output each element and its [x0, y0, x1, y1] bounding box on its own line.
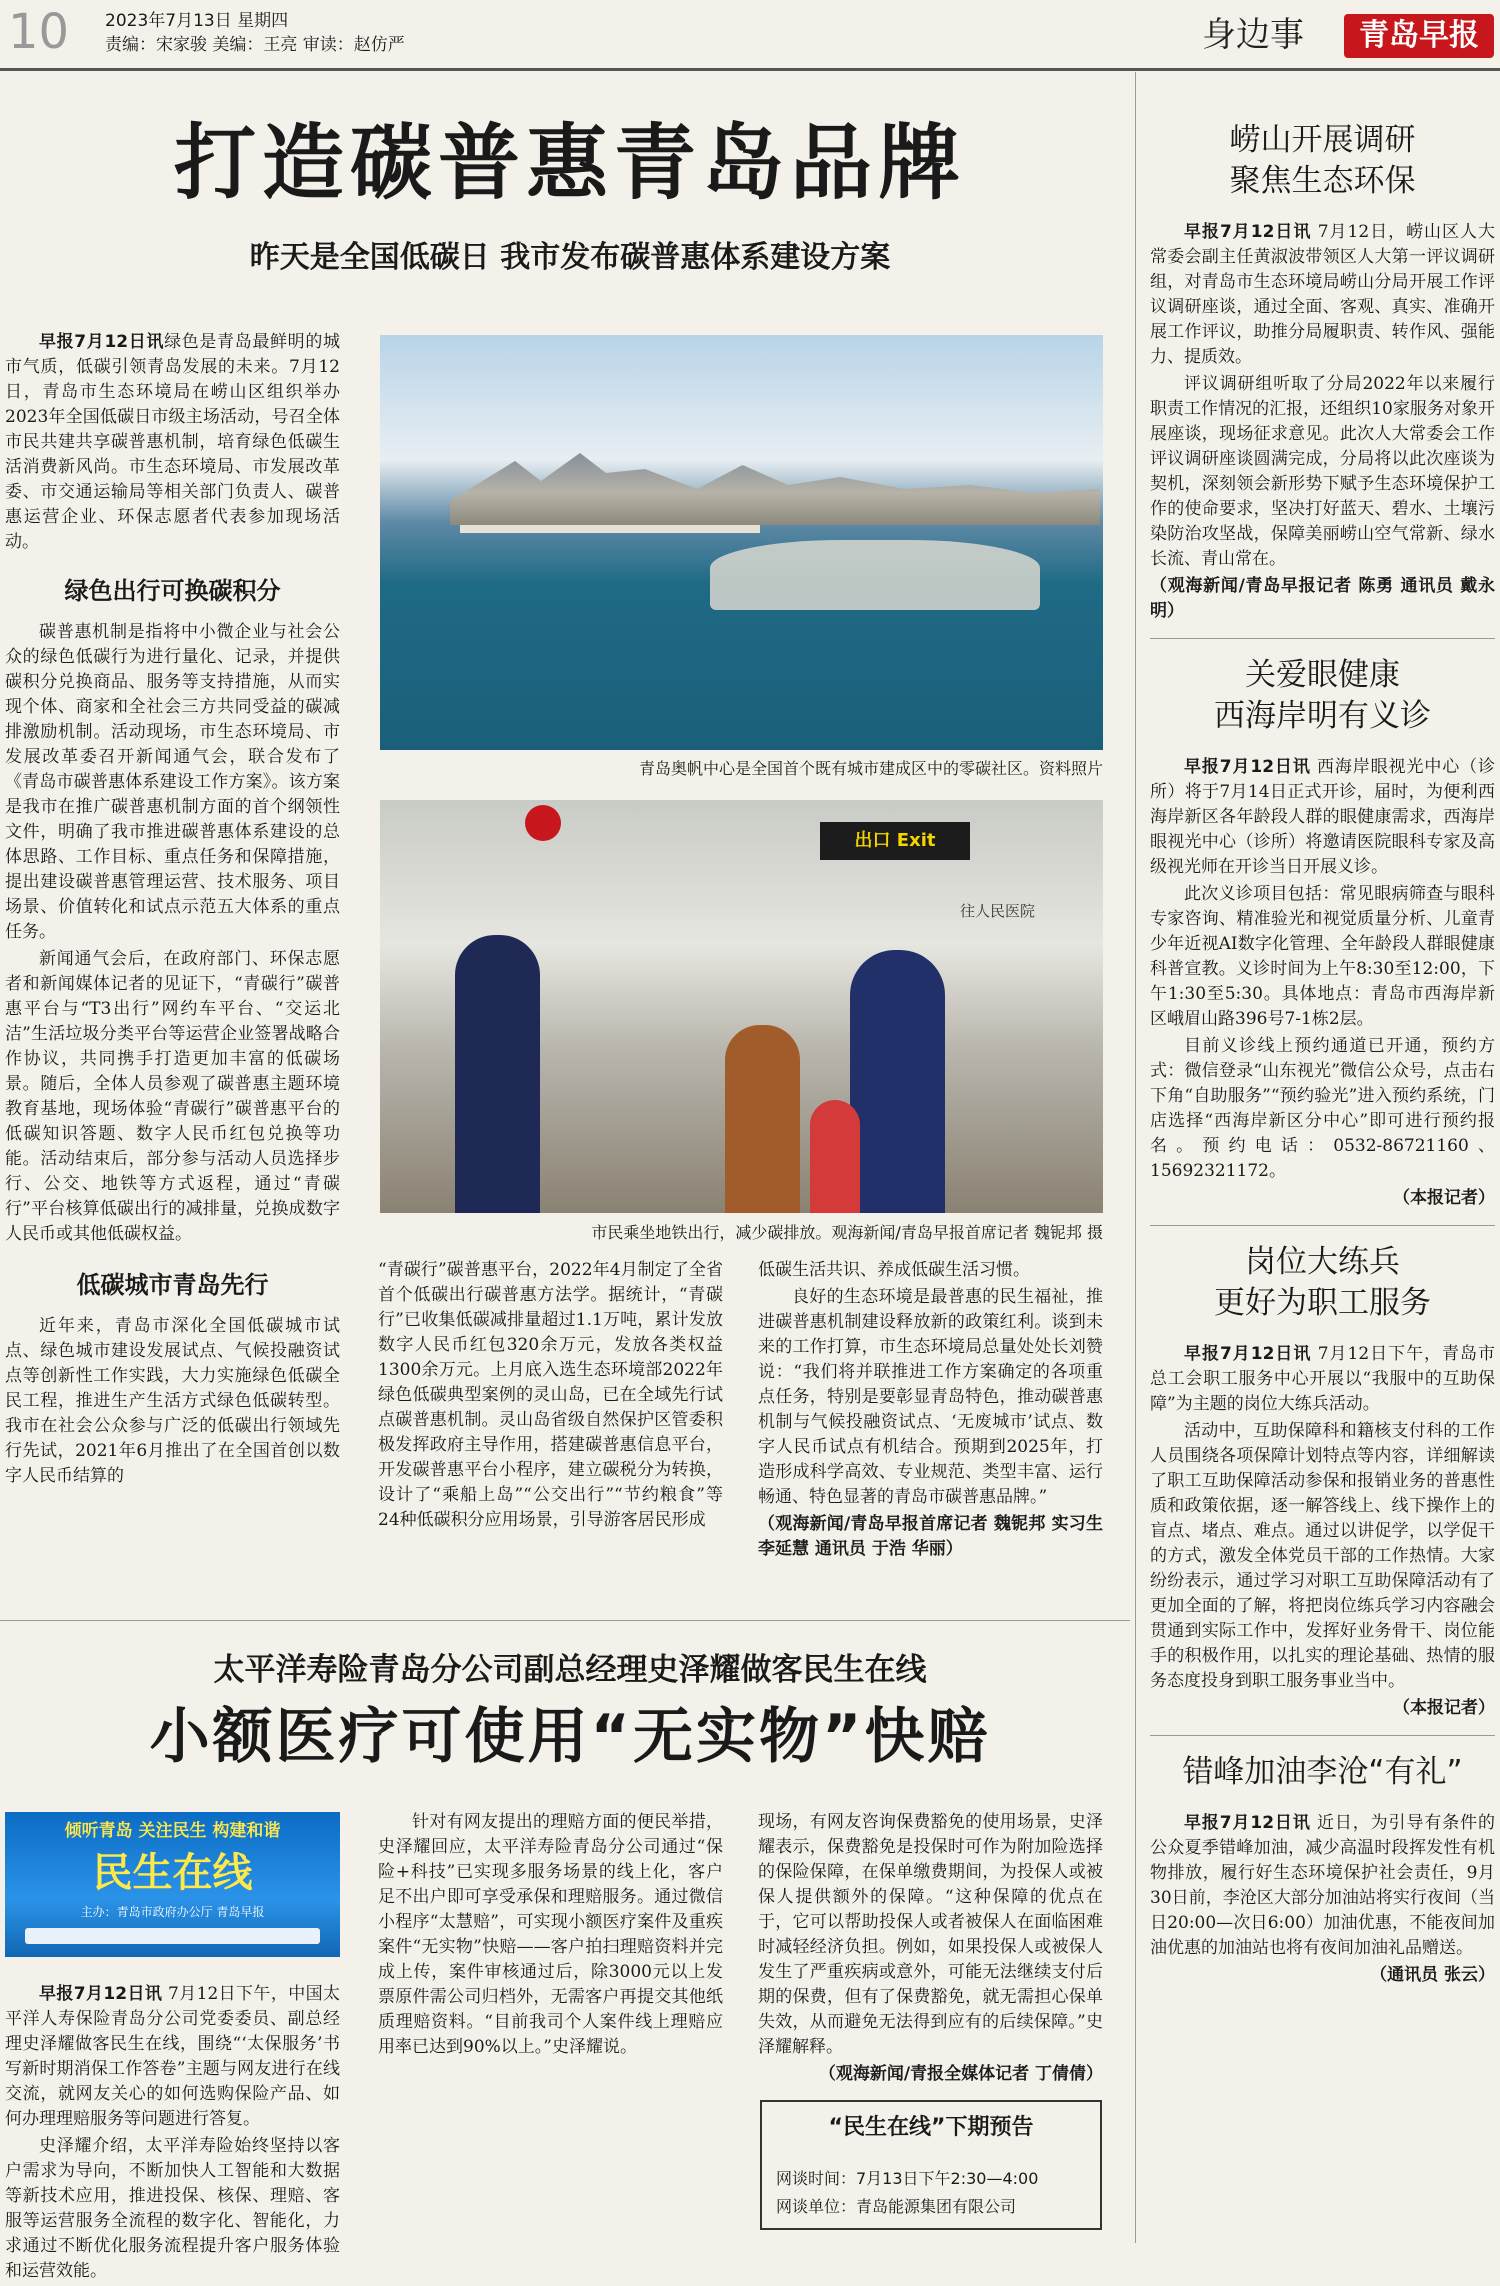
page-header [0, 0, 1500, 70]
bottom-article-col1 [5, 1982, 340, 2286]
main-headline: 打造碳普惠青岛品牌 [173, 116, 966, 211]
paragraph: “青碳行”碳普惠平台，2022年4月制定了全省首个低碳出行碳普惠方法学。据统计，“青碳行”已收集低碳减排量超过1.1万吨，累计发放数字人民币红包320余万元，发放各类权益1300余万元。上月底入选生态环境部2022年绿色低碳典型案例的灵山岛，已在全域先行试点碳普惠机制。灵山岛省级自然保护区管委积极发挥政府主导作用，搭建碳普惠信息平台，开发碳普惠平台小程序，建立碳税分为转换，设计了“乘船上岛”“公交出行”“节约粮食”等24种低碳积分应用场景，引导游客居民形成 [378, 1260, 723, 1530]
sidebar-divider-h [1150, 1735, 1495, 1736]
banner-slogan: 倾听青岛 关注民生 构建和谐 [64, 1821, 281, 1841]
paragraph: 良好的生态环境是最普惠的民生福祉，推进碳普惠机制建设释放新的政策红利。谈到未来的工作打算，市生态环境局总量处处长刘赞说：“我们将并联推进工作方案确定的各项重点任务，特别是要彰显青岛特色，推动碳普惠机制与气候投融资试点、‘无废城市’试点、数字人民币试点有机结合。预期到2025年，打造形成科学高效、专业规范、类型丰富、运行畅通、特色显著的青岛市碳普惠品牌。” [758, 1287, 1103, 1507]
bottom-headline: 小额医疗可使用“无实物”快赔 [149, 1702, 991, 1772]
preview-unit: 网谈单位：青岛能源集团有限公司 [776, 2197, 1017, 2216]
dateline: 早报7月12日讯 [39, 1984, 163, 2004]
subheading: 绿色出行可换碳积分 [64, 577, 281, 605]
harbor-photo-caption: 青岛奥帆中心是全国首个既有城市建成区中的零碳社区。资料照片 [638, 759, 1103, 778]
page-number: 10 [8, 4, 70, 60]
sidebar-story-title: 崂山开展调研 [1229, 122, 1416, 158]
sidebar-divider-h [1150, 638, 1495, 639]
attendant-figure [455, 935, 540, 1213]
paragraph: 近年来，青岛市深化全国低碳城市试点、绿色城市建设发展试点、气候投融资试点等创新性工作实践，大力实施绿色低碳全民工程，推进生产生活方式绿色低碳转型。我市在社会公众参与广泛的低碳出行领域先行先试，2021年6月推出了在全国首创以数字人民币结算的 [5, 1316, 340, 1486]
paragraph: 史泽耀介绍，太平洋寿险始终坚持以客户需求为导向，不断加快人工智能和大数据等新技术应用，推进投保、核保、理赔、客服等运营服务全流程的数字化、智能化，力求通过不断优化服务流程提升客户服务体验和运营效能。 [5, 2136, 340, 2281]
bottom-kicker: 太平洋寿险青岛分公司副总经理史泽耀做客民生在线 [213, 1652, 927, 1688]
main-article-left [5, 330, 340, 1491]
passenger-figure [725, 1025, 800, 1213]
section-name: 身边事 [1202, 15, 1304, 55]
paragraph: 7月12日，崂山区人大常委会副主任黄淑波带领区人大第一评议调研组，对青岛市生态环境局崂山分局开展工作评议调研座谈，通过全面、客观、真实、准确开展工作评议，助推分局履职责、转作风、强能力、提质效。 [1150, 222, 1495, 367]
paragraph: 活动中，互助保障科和籍核支付科的工作人员围绕各项保障计划特点等内容，详细解读了职工互助保障活动参保和报销业务的普惠性质和政策依据，逐一解答线上、线下操作上的盲点、堵点、难点。通过以讲促学，以学促干的方式，激发全体党员干部的工作热情。大家纷纷表示，通过学习对职工互助保障活动有了更加全面的了解，将把岗位练兵学习内容融会贯通到实际工作中，发挥好业务骨干、岗位能手的积极作用，以扎实的理论基础、热情的服务态度投身到职工服务事业当中。 [1150, 1421, 1495, 1691]
header-divider [0, 68, 1500, 71]
sidebar-divider-h [1150, 1225, 1495, 1226]
byline: （本报记者） [1393, 1188, 1495, 1208]
bottom-article-col3 [758, 1810, 1103, 2089]
paragraph: 低碳生活共识、养成低碳生活习惯。 [758, 1260, 1030, 1280]
bottom-article-col2 [378, 1810, 723, 2243]
sidebar-story-title: 关爱眼健康 [1245, 657, 1400, 693]
dateline: 早报7月12日讯 [1184, 222, 1312, 242]
station-sign-2: 往人民医院 [960, 902, 1036, 920]
main-article-right [758, 1258, 1103, 1564]
paragraph: 评议调研组听取了分局2022年以来履行职责工作情况的汇报，还组织10家服务对象开展座谈，现场征求意见。此次人大常委会工作评议调研座谈圆满完成，分局将以此次座谈为契机，深刻领会新形势下赋予生态环境保护工作的使命要求，坚决打好蓝天、碧水、土壤污染防治攻坚战，保障美丽崂山空气常新、绿水长流、青山常在。 [1150, 374, 1495, 569]
station-sign-text: 出口 Exit [854, 830, 936, 851]
harbor-marina [710, 540, 1040, 610]
byline: （观海新闻/青岛早报记者 陈勇 通讯员 戴永明） [1150, 576, 1495, 621]
byline: （本报记者） [1393, 1698, 1495, 1718]
sidebar-story-title: 西海岸明有义诊 [1214, 698, 1431, 734]
subway-photo-caption: 市民乘坐地铁出行，减少碳排放。观海新闻/青岛早报首席记者 魏铌邦 摄 [591, 1223, 1103, 1242]
paragraph: 绿色是青岛最鲜明的城市气质，低碳引领青岛发展的未来。7月12日，青岛市生态环境局在崂山区组织举办2023年全国低碳日市级主场活动，号召全体市民共建共享碳普惠机制，培育绿色低碳生活消费新风尚。市生态环境局、市发展改革委、市交通运输局等相关部门负责人、碳普惠运营企业、环保志愿者代表参加现场活动。 [5, 332, 340, 552]
subheading: 低碳城市青岛先行 [76, 1271, 269, 1299]
harbor-skyline [450, 445, 1100, 525]
main-subheadline: 昨天是全国低碳日 我市发布碳普惠体系建设方案 [249, 240, 891, 275]
paragraph: 目前义诊线上预约通道已开通，预约方式：微信登录“山东视光”微信公众号，点击右下角“自助服务”“预约验光”进入预约系统，门店选择“西海岸新区分中心”即可进行预约报名。预约电话：0532-86721160、15692321172。 [1150, 1036, 1495, 1181]
paragraph: 7月12日下午，青岛市总工会职工服务中心开展以“我服中的互助保障”为主题的岗位大练兵活动。 [1150, 1344, 1495, 1414]
harbor-photo [380, 335, 1103, 750]
paragraph: 碳普惠机制是指将中小微企业与社会公众的绿色低碳行为进行量化、记录，并提供碳积分兑换商品、服务等支持措施，从而实现个体、商家和全社会三方共同受益的碳减排激励机制。活动现场，市生态环境局、市发展改革委召开新闻通气会，联合发布了《青岛市碳普惠体系建设工作方案》。该方案是我市在推广碳普惠机制方面的首个纲领性文件，明确了我市推进碳普惠体系建设的总体思路、工作目标、重点任务和保障措施，提出建设碳普惠管理运营、技术服务、项目场景、价值转化和试点示范五大体系的重点任务。 [5, 622, 340, 942]
preview-title: “民生在线”下期预告 [828, 2115, 1034, 2140]
staff-figure [850, 950, 945, 1213]
issue-date: 2023年7月13日 星期四 [105, 11, 289, 31]
sidebar-story-title: 更好为职工服务 [1214, 1285, 1431, 1321]
byline: （通讯员 张云） [1370, 1965, 1495, 1985]
editor-staff: 责编：宋家骏 美编：王亮 审读：赵仿严 [105, 35, 405, 55]
sidebar-divider [1135, 72, 1136, 2243]
dateline: 早报7月12日讯 [1184, 757, 1311, 777]
byline: （观海新闻/青岛早报首席记者 魏铌邦 实习生 李延慧 通讯员 于浩 华丽） [758, 1514, 1103, 1559]
dateline: 早报7月12日讯 [1184, 1344, 1312, 1364]
preview-box [760, 2100, 1102, 2230]
dateline: 早报7月12日讯 [1184, 1813, 1311, 1833]
no-entry-sign [525, 805, 561, 841]
paragraph: 此次义诊项目包括：常见眼病筛查与眼科专家咨询、精准验光和视觉质量分析、儿童青少年近视AI数字化管理、全年龄段人群眼健康科普宣教。义诊时间为上午8:30至12:00，下午1:30至5:30。具体地点：青岛市西海岸新区峨眉山路396号7-1栋2层。 [1150, 884, 1495, 1029]
child-figure [810, 1100, 860, 1213]
preview-time: 网谈时间：7月13日下午2:30—4:00 [776, 2169, 1039, 2188]
banner-title: 民生在线 [92, 1850, 253, 1896]
section-divider [0, 1620, 1130, 1621]
paragraph: 新闻通气会后，在政府部门、环保志愿者和新闻媒体记者的见证下，“青碳行”碳普惠平台与“T3出行”网约车平台、“交运北洁”生活垃圾分类平台等运营企业签署战略合作协议，共同携手打造更加丰富的低碳场景。随后，全体人员参观了碳普惠主题环境教育基地，现场体验“青碳行”碳普惠平台的低碳知识答题、数字人民币红包兑换等功能。活动结束后，部分参与活动人员选择步行、公交、地铁等方式返程，通过“青碳行”平台核算低碳出行的减排量，兑换成数字人民币或其他低碳权益。 [5, 949, 340, 1244]
dateline: 早报7月12日讯 [39, 332, 165, 352]
sidebar-story-title: 岗位大练兵 [1245, 1244, 1400, 1280]
banner-strip [25, 1928, 320, 1944]
paragraph: 西海岸眼视光中心（诊所）将于7月14日正式开诊，届时，为便利西海岸新区各年龄段人群的眼健康需求，西海岸眼视光中心（诊所）将邀请医院眼科专家及高级视光师在开诊当日开展义诊。 [1150, 757, 1495, 877]
sidebar-story-title: 聚焦生态环保 [1229, 163, 1416, 199]
minsheng-banner [5, 1812, 340, 1957]
sidebar-story-title: 错峰加油李沧“有礼” [1182, 1754, 1463, 1790]
banner-sponsor: 主办：青岛市政府办公厅 青岛早报 [80, 1905, 265, 1919]
paragraph: 现场，有网友咨询保费豁免的使用场景，史泽耀表示，保费豁免是投保时可作为附加险选择的保险保障，在保单缴费期间，为投保人或被保人提供额外的保障。“这种保障的优点在于，它可以帮助投保人或者被保人在面临困难时减轻经济负担。例如，如果投保人或被保人发生了严重疾病或意外，可能无法继续支付后期的保费，但有了保费豁免，就无需担心保单失效，从而避免无法得到应有的后续保障。”史泽耀解释。 [758, 1812, 1103, 2057]
byline: （观海新闻/青报全媒体记者 丁倩倩） [818, 2064, 1103, 2084]
paragraph: 近日，为引导有条件的公众夏季错峰加油，减少高温时段挥发性有机物排放，履行好生态环境保护社会责任，9月30日前，李沧区大部分加油站将实行夜间（当日20:00—次日6:00）加油优惠，不能夜间加油优惠的加油站也将有夜间加油礼品赠送。 [1150, 1813, 1495, 1958]
paragraph: 针对有网友提出的理赔方面的便民举措，史泽耀回应，太平洋寿险青岛分公司通过“保险+科技”已实现多服务场景的线上化，客户足不出户即可享受承保和理赔服务。通过微信小程序“太慧赔”，可实现小额医疗案件及重疾案件“无实物”快赔——客户拍扫理赔资料并完成上传，案件审核通过后，除3000元以上发票原件需公司归档外，无需客户再提交其他纸质理赔资料。“目前我司个人案件线上理赔应用率已达到90%以上。”史泽耀说。 [378, 1812, 723, 2057]
harbor-pier [460, 525, 760, 533]
newspaper-logo-text: 青岛早报 [1359, 18, 1479, 53]
main-article-middle [378, 1258, 723, 1535]
subway-photo [380, 800, 1103, 1213]
sidebar [1150, 120, 1495, 1990]
paragraph: 7月12日下午，中国太平洋人寿保险青岛分公司党委委员、副总经理史泽耀做客民生在线，围绕“‘太保服务’书写新时期消保工作答卷”主题与网友进行在线交流，就网友关心的如何选购保险产品、如何办理理赔服务等问题进行答复。 [5, 1984, 340, 2129]
